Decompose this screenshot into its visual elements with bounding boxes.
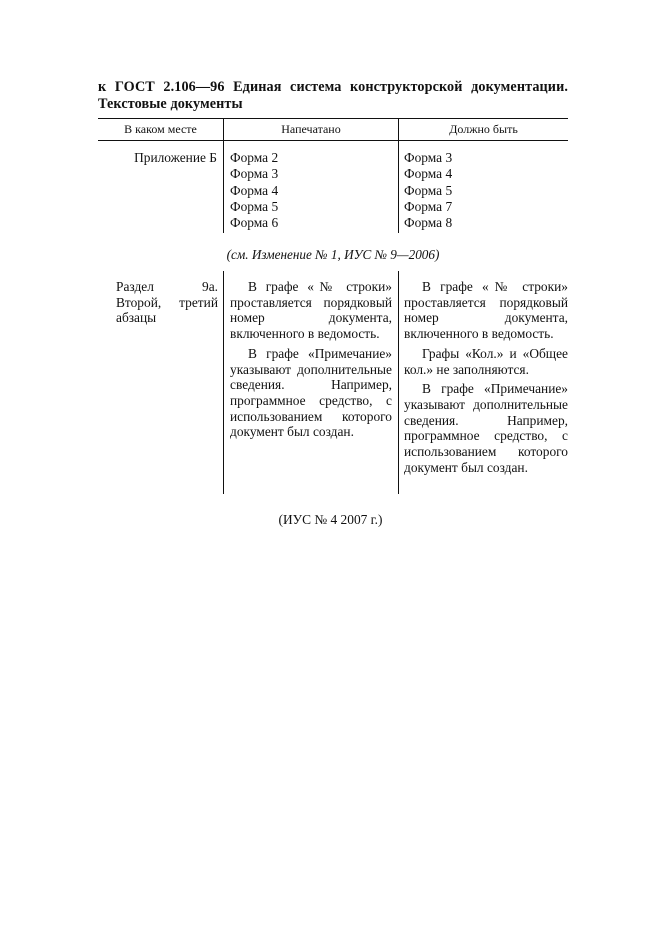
printed-paragraph: В графе «Примечание» указывают дополнительные сведения. Например, программное средство, с использованием которого документ был создан. bbox=[230, 345, 392, 440]
row1-location: Приложение Б bbox=[134, 150, 217, 165]
column-header-location: В каком месте bbox=[124, 122, 197, 136]
row2-should-be bbox=[404, 279, 568, 475]
should-be-paragraph: Графы «Кол.» и «Общее кол.» не заполняются. bbox=[404, 345, 568, 377]
should-be-paragraph: В графе «Примечание» указывают дополнительные сведения. Например, программное средство, с использованием которого документ был создан. bbox=[404, 381, 568, 475]
row2-col-divider-2 bbox=[398, 271, 399, 494]
list-item: Форма 3 bbox=[404, 150, 453, 165]
amendment-note: (см. Изменение № 1, ИУС № 9—2006) bbox=[226, 247, 440, 262]
row2-location bbox=[116, 279, 218, 326]
list-item: Форма 3 bbox=[230, 166, 279, 182]
row2-location-text: Раздел 9а. Второй, третий абзацы bbox=[116, 279, 218, 326]
row1-col-divider-1 bbox=[223, 141, 224, 233]
row1-printed-list bbox=[230, 150, 390, 231]
list-item: Форма 6 bbox=[230, 215, 279, 231]
list-item: Форма 5 bbox=[230, 198, 279, 214]
table-top-rule bbox=[98, 118, 568, 119]
row2-col-divider-1 bbox=[223, 271, 224, 494]
list-item: Форма 8 bbox=[404, 215, 453, 231]
row1-should-be-list bbox=[404, 150, 564, 231]
list-item: Форма 2 bbox=[230, 150, 279, 165]
list-item: Форма 5 bbox=[404, 182, 453, 198]
row1-col-divider-2 bbox=[398, 141, 399, 233]
printed-paragraph: В графе «№ строки» проставляется порядковый номер документа, включенного в ведомость. bbox=[230, 279, 392, 342]
table-header-rule bbox=[98, 140, 568, 141]
list-item: Форма 7 bbox=[404, 198, 453, 214]
should-be-paragraph: В графе «№ строки» проставляется порядковый номер документа, включенного в ведомость. bbox=[404, 279, 568, 342]
list-item: Форма 4 bbox=[404, 166, 453, 182]
page-title: к ГОСТ 2.106—96 Единая система конструкторской документации. Текстовые документы bbox=[98, 79, 568, 112]
column-header-should-be: Должно быть bbox=[449, 122, 518, 136]
column-header-printed: Напечатано bbox=[281, 122, 341, 136]
list-item: Форма 4 bbox=[230, 182, 279, 198]
row2-printed bbox=[230, 279, 392, 440]
footer-note: (ИУС № 4 2007 г.) bbox=[278, 512, 383, 527]
